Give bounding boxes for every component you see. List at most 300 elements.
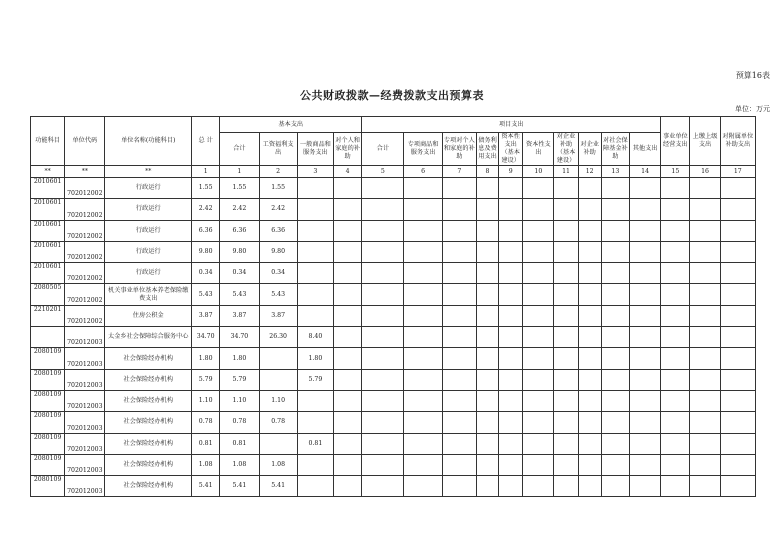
- empty-cell: [661, 369, 690, 390]
- empty-cell: [661, 305, 690, 326]
- basic-subtotal-cell: 34.70: [220, 327, 259, 348]
- basic-subtotal-cell: 1.55: [220, 178, 259, 199]
- goods-cell: [297, 199, 333, 220]
- salary-cell: 2.42: [259, 199, 297, 220]
- empty-cell: [661, 327, 690, 348]
- goods-cell: [297, 284, 333, 305]
- empty-cell: [554, 305, 578, 326]
- salary-cell: 0.78: [259, 412, 297, 433]
- empty-cell: [629, 412, 660, 433]
- empty-cell: [442, 412, 476, 433]
- empty-cell: [601, 284, 629, 305]
- index-cell: 15: [661, 166, 690, 178]
- empty-cell: [690, 263, 720, 284]
- empty-cell: [334, 369, 362, 390]
- empty-cell: [476, 348, 498, 369]
- table-row: [31, 433, 756, 454]
- empty-cell: [554, 178, 578, 199]
- empty-cell: [720, 412, 755, 433]
- goods-cell: [297, 263, 333, 284]
- empty-cell: [690, 178, 720, 199]
- header-org-name: 单位名称(功能科目): [105, 117, 192, 166]
- func-code-cell: 2080109: [31, 476, 65, 497]
- index-cell: 13: [601, 166, 629, 178]
- empty-cell: [476, 433, 498, 454]
- index-row: [31, 166, 756, 178]
- empty-cell: [442, 476, 476, 497]
- empty-cell: [601, 369, 629, 390]
- empty-cell: [523, 199, 554, 220]
- goods-cell: [297, 305, 333, 326]
- total-cell: 0.78: [192, 412, 220, 433]
- empty-cell: [442, 369, 476, 390]
- empty-cell: [661, 263, 690, 284]
- salary-cell: 1.10: [259, 390, 297, 411]
- org-name-cell: 社会保险经办机构: [105, 369, 192, 390]
- empty-cell: [523, 327, 554, 348]
- empty-cell: [362, 476, 404, 497]
- header-goods: 一般商品和服务支出: [297, 133, 333, 166]
- empty-cell: [442, 178, 476, 199]
- empty-cell: [476, 178, 498, 199]
- empty-cell: [578, 305, 601, 326]
- empty-cell: [690, 199, 720, 220]
- total-cell: 1.55: [192, 178, 220, 199]
- total-cell: 1.80: [192, 348, 220, 369]
- index-cell: 4: [334, 166, 362, 178]
- index-cell: 6: [404, 166, 442, 178]
- header-capital-infra: 资本性支出（基本建设）: [499, 133, 523, 166]
- index-cell: 7: [442, 166, 476, 178]
- empty-cell: [629, 369, 660, 390]
- empty-cell: [334, 305, 362, 326]
- empty-cell: [404, 263, 442, 284]
- empty-cell: [601, 305, 629, 326]
- empty-cell: [629, 220, 660, 241]
- empty-cell: [690, 327, 720, 348]
- unit-label: 单位：万元: [735, 105, 770, 113]
- empty-cell: [442, 305, 476, 326]
- basic-subtotal-cell: 9.80: [220, 241, 259, 262]
- org-code-cell: 702012002: [65, 199, 105, 220]
- table-row: [31, 284, 756, 305]
- empty-cell: [523, 241, 554, 262]
- empty-cell: [554, 390, 578, 411]
- goods-cell: [297, 412, 333, 433]
- func-code-cell: 2010601: [31, 220, 65, 241]
- empty-cell: [601, 241, 629, 262]
- header-subordinate: 对附属单位补助支出: [720, 117, 755, 166]
- func-code-cell: 2010601: [31, 241, 65, 262]
- empty-cell: [601, 390, 629, 411]
- empty-cell: [578, 284, 601, 305]
- index-cell: 12: [578, 166, 601, 178]
- header-project: 项目支出: [362, 117, 661, 133]
- goods-cell: [297, 178, 333, 199]
- empty-cell: [442, 433, 476, 454]
- salary-cell: 3.87: [259, 305, 297, 326]
- empty-cell: [404, 220, 442, 241]
- empty-cell: [499, 178, 523, 199]
- func-code-cell: 2080109: [31, 348, 65, 369]
- func-code-cell: [31, 327, 65, 348]
- empty-cell: [523, 220, 554, 241]
- empty-cell: [404, 433, 442, 454]
- basic-subtotal-cell: 0.78: [220, 412, 259, 433]
- header-func-code: 功能科目: [31, 117, 65, 166]
- empty-cell: [578, 327, 601, 348]
- org-name-cell: 社会保险经办机构: [105, 348, 192, 369]
- salary-cell: 5.41: [259, 476, 297, 497]
- empty-cell: [334, 284, 362, 305]
- empty-cell: [404, 369, 442, 390]
- empty-cell: [629, 263, 660, 284]
- empty-cell: [629, 476, 660, 497]
- empty-cell: [661, 412, 690, 433]
- table-row: [31, 305, 756, 326]
- empty-cell: [690, 454, 720, 475]
- empty-cell: [362, 199, 404, 220]
- empty-cell: [601, 199, 629, 220]
- empty-cell: [554, 263, 578, 284]
- empty-cell: [523, 284, 554, 305]
- salary-cell: 9.80: [259, 241, 297, 262]
- basic-subtotal-cell: 1.10: [220, 390, 259, 411]
- basic-subtotal-cell: 5.41: [220, 476, 259, 497]
- total-cell: 5.41: [192, 476, 220, 497]
- func-code-cell: 2080109: [31, 390, 65, 411]
- salary-cell: [259, 433, 297, 454]
- empty-cell: [578, 369, 601, 390]
- table-row: [31, 241, 756, 262]
- total-cell: 5.79: [192, 369, 220, 390]
- org-code-cell: 702012003: [65, 348, 105, 369]
- empty-cell: [442, 454, 476, 475]
- org-code-cell: 702012002: [65, 305, 105, 326]
- empty-cell: [523, 369, 554, 390]
- goods-cell: [297, 220, 333, 241]
- header-personal: 对个人和家庭的补助: [334, 133, 362, 166]
- empty-cell: [499, 327, 523, 348]
- empty-cell: [690, 284, 720, 305]
- empty-cell: [523, 433, 554, 454]
- empty-cell: [554, 241, 578, 262]
- org-name-cell: 行政运行: [105, 220, 192, 241]
- empty-cell: [404, 241, 442, 262]
- org-code-cell: 702012003: [65, 327, 105, 348]
- goods-cell: 0.81: [297, 433, 333, 454]
- total-cell: 2.42: [192, 199, 220, 220]
- empty-cell: [690, 220, 720, 241]
- empty-cell: [629, 348, 660, 369]
- salary-cell: [259, 348, 297, 369]
- empty-cell: [476, 390, 498, 411]
- org-name-cell: 机关事业单位基本养老保险缴费支出: [105, 284, 192, 305]
- empty-cell: [629, 199, 660, 220]
- empty-cell: [499, 476, 523, 497]
- empty-cell: [661, 433, 690, 454]
- index-cell: 2: [259, 166, 297, 178]
- empty-cell: [578, 263, 601, 284]
- empty-cell: [362, 433, 404, 454]
- empty-cell: [362, 327, 404, 348]
- empty-cell: [720, 305, 755, 326]
- goods-cell: [297, 476, 333, 497]
- empty-cell: [476, 327, 498, 348]
- total-cell: 9.80: [192, 241, 220, 262]
- empty-cell: [499, 348, 523, 369]
- empty-cell: [661, 348, 690, 369]
- empty-cell: [334, 220, 362, 241]
- empty-cell: [629, 305, 660, 326]
- empty-cell: [442, 390, 476, 411]
- empty-cell: [690, 476, 720, 497]
- empty-cell: [499, 412, 523, 433]
- index-cell: **: [31, 166, 65, 178]
- empty-cell: [601, 412, 629, 433]
- total-cell: 5.43: [192, 284, 220, 305]
- empty-cell: [578, 390, 601, 411]
- header-org-code: 单位代码: [65, 117, 105, 166]
- salary-cell: 1.55: [259, 178, 297, 199]
- basic-subtotal-cell: 3.87: [220, 305, 259, 326]
- index-cell: 5: [362, 166, 404, 178]
- empty-cell: [442, 199, 476, 220]
- empty-cell: [476, 263, 498, 284]
- func-code-cell: 2080109: [31, 433, 65, 454]
- empty-cell: [334, 476, 362, 497]
- empty-cell: [476, 241, 498, 262]
- empty-cell: [476, 305, 498, 326]
- func-code-cell: 2080505: [31, 284, 65, 305]
- func-code-cell: 2080109: [31, 412, 65, 433]
- basic-subtotal-cell: 1.08: [220, 454, 259, 475]
- basic-subtotal-cell: 6.36: [220, 220, 259, 241]
- empty-cell: [554, 348, 578, 369]
- empty-cell: [523, 476, 554, 497]
- empty-cell: [661, 390, 690, 411]
- org-name-cell: 行政运行: [105, 241, 192, 262]
- empty-cell: [404, 327, 442, 348]
- empty-cell: [720, 454, 755, 475]
- index-cell: 17: [720, 166, 755, 178]
- index-cell: 11: [554, 166, 578, 178]
- empty-cell: [499, 284, 523, 305]
- header-social: 对社会保障基金补助: [601, 133, 629, 166]
- empty-cell: [404, 348, 442, 369]
- empty-cell: [334, 263, 362, 284]
- empty-cell: [661, 241, 690, 262]
- org-code-cell: 702012003: [65, 390, 105, 411]
- empty-cell: [720, 220, 755, 241]
- empty-cell: [362, 412, 404, 433]
- empty-cell: [578, 178, 601, 199]
- empty-cell: [442, 284, 476, 305]
- empty-cell: [661, 178, 690, 199]
- empty-cell: [334, 433, 362, 454]
- header-basic: 基本支出: [220, 117, 362, 133]
- empty-cell: [720, 199, 755, 220]
- empty-cell: [362, 305, 404, 326]
- table-row: [31, 476, 756, 497]
- org-name-cell: 社会保险经办机构: [105, 390, 192, 411]
- empty-cell: [661, 220, 690, 241]
- budget-table: [30, 116, 756, 497]
- salary-cell: 26.30: [259, 327, 297, 348]
- empty-cell: [720, 327, 755, 348]
- empty-cell: [476, 476, 498, 497]
- empty-cell: [661, 454, 690, 475]
- empty-cell: [404, 476, 442, 497]
- org-code-cell: 702012002: [65, 178, 105, 199]
- header-debt: 债务利息及费用支出: [476, 133, 498, 166]
- total-cell: 0.81: [192, 433, 220, 454]
- empty-cell: [523, 454, 554, 475]
- empty-cell: [720, 476, 755, 497]
- empty-cell: [499, 454, 523, 475]
- empty-cell: [362, 263, 404, 284]
- empty-cell: [578, 199, 601, 220]
- empty-cell: [690, 412, 720, 433]
- salary-cell: 6.36: [259, 220, 297, 241]
- empty-cell: [334, 199, 362, 220]
- empty-cell: [523, 305, 554, 326]
- index-cell: 14: [629, 166, 660, 178]
- empty-cell: [690, 433, 720, 454]
- org-code-cell: 702012003: [65, 369, 105, 390]
- empty-cell: [661, 284, 690, 305]
- header-enterprise: 对企业补助: [578, 133, 601, 166]
- empty-cell: [720, 178, 755, 199]
- index-cell: 1: [220, 166, 259, 178]
- empty-cell: [601, 476, 629, 497]
- goods-cell: 8.40: [297, 327, 333, 348]
- empty-cell: [601, 220, 629, 241]
- empty-cell: [578, 220, 601, 241]
- empty-cell: [362, 454, 404, 475]
- org-name-cell: 行政运行: [105, 263, 192, 284]
- org-code-cell: 702012002: [65, 263, 105, 284]
- header-proj-personal: 专项对个人和家庭的补助: [442, 133, 476, 166]
- index-cell: 8: [476, 166, 498, 178]
- empty-cell: [362, 369, 404, 390]
- empty-cell: [554, 220, 578, 241]
- table-row: [31, 178, 756, 199]
- org-name-cell: 社会保险经办机构: [105, 412, 192, 433]
- empty-cell: [476, 454, 498, 475]
- empty-cell: [554, 369, 578, 390]
- empty-cell: [629, 178, 660, 199]
- empty-cell: [334, 241, 362, 262]
- empty-cell: [476, 284, 498, 305]
- org-name-cell: 社会保险经办机构: [105, 433, 192, 454]
- func-code-cell: 2210201: [31, 305, 65, 326]
- empty-cell: [523, 390, 554, 411]
- func-code-cell: 2010601: [31, 263, 65, 284]
- salary-cell: 1.08: [259, 454, 297, 475]
- empty-cell: [334, 178, 362, 199]
- goods-cell: [297, 454, 333, 475]
- org-name-cell: 行政运行: [105, 199, 192, 220]
- empty-cell: [690, 369, 720, 390]
- org-code-cell: 702012002: [65, 220, 105, 241]
- goods-cell: [297, 390, 333, 411]
- page-number: 预算16表: [735, 71, 770, 80]
- empty-cell: [629, 390, 660, 411]
- header-upper: 上缴上级支出: [690, 117, 720, 166]
- salary-cell: 5.43: [259, 284, 297, 305]
- table-row: [31, 369, 756, 390]
- empty-cell: [661, 476, 690, 497]
- header-proj-subtotal: 合计: [362, 133, 404, 166]
- empty-cell: [362, 241, 404, 262]
- empty-cell: [499, 433, 523, 454]
- empty-cell: [554, 412, 578, 433]
- empty-cell: [334, 327, 362, 348]
- empty-cell: [720, 369, 755, 390]
- org-code-cell: 702012003: [65, 476, 105, 497]
- empty-cell: [442, 327, 476, 348]
- empty-cell: [661, 199, 690, 220]
- empty-cell: [720, 241, 755, 262]
- empty-cell: [720, 348, 755, 369]
- empty-cell: [362, 178, 404, 199]
- org-code-cell: 702012003: [65, 454, 105, 475]
- header-enterprise-infra: 对企业补助（基本建设）: [554, 133, 578, 166]
- org-name-cell: 太金乡社会保障综合服务中心: [105, 327, 192, 348]
- empty-cell: [690, 348, 720, 369]
- empty-cell: [499, 220, 523, 241]
- page-title: 公共财政拨款—经费拨款支出预算表: [300, 89, 484, 102]
- empty-cell: [629, 433, 660, 454]
- total-cell: 1.08: [192, 454, 220, 475]
- empty-cell: [404, 454, 442, 475]
- empty-cell: [720, 284, 755, 305]
- org-name-cell: 社会保险经办机构: [105, 476, 192, 497]
- empty-cell: [362, 284, 404, 305]
- table-row: [31, 263, 756, 284]
- empty-cell: [554, 476, 578, 497]
- empty-cell: [499, 390, 523, 411]
- empty-cell: [629, 327, 660, 348]
- empty-cell: [334, 348, 362, 369]
- empty-cell: [629, 284, 660, 305]
- empty-cell: [362, 220, 404, 241]
- func-code-cell: 2010601: [31, 178, 65, 199]
- goods-cell: 5.79: [297, 369, 333, 390]
- salary-cell: [259, 369, 297, 390]
- header-total: 总 计: [192, 117, 220, 166]
- table-row: [31, 454, 756, 475]
- empty-cell: [442, 220, 476, 241]
- basic-subtotal-cell: 0.81: [220, 433, 259, 454]
- empty-cell: [601, 348, 629, 369]
- index-cell: 1: [192, 166, 220, 178]
- empty-cell: [404, 284, 442, 305]
- empty-cell: [404, 390, 442, 411]
- empty-cell: [523, 263, 554, 284]
- empty-cell: [578, 454, 601, 475]
- empty-cell: [629, 454, 660, 475]
- empty-cell: [720, 263, 755, 284]
- empty-cell: [601, 263, 629, 284]
- empty-cell: [499, 305, 523, 326]
- empty-cell: [601, 327, 629, 348]
- index-cell: **: [65, 166, 105, 178]
- func-code-cell: 2080109: [31, 454, 65, 475]
- index-cell: 16: [690, 166, 720, 178]
- empty-cell: [476, 220, 498, 241]
